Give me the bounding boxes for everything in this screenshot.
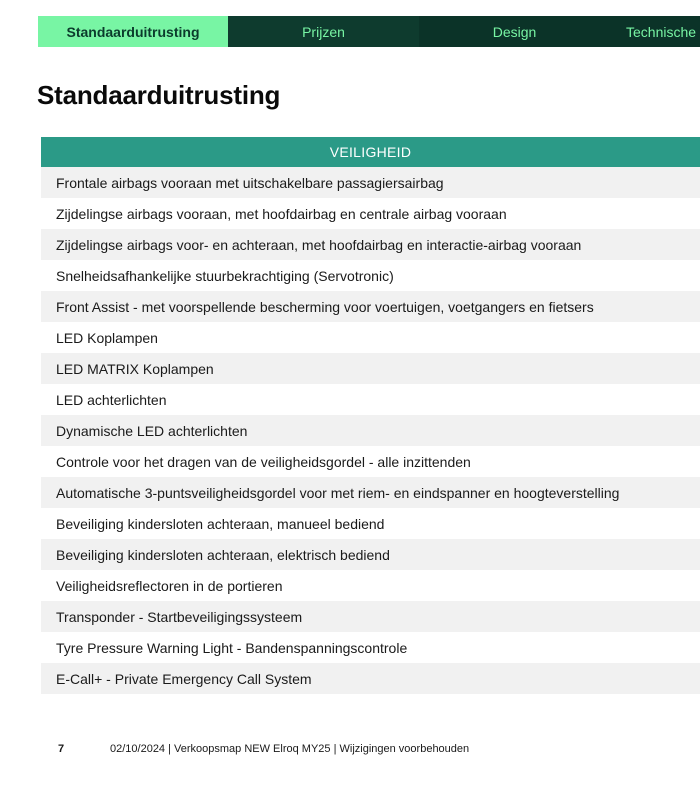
page-footer [58, 743, 469, 755]
list-item: Transponder - Startbeveiligingssysteem [41, 601, 700, 632]
footer-text: 02/10/2024 | Verkoopsmap NEW Elroq MY25 | Wijzigingen voorbehouden [110, 743, 470, 755]
list-item: Tyre Pressure Warning Light - Bandenspanningscontrole [41, 632, 700, 663]
equipment-table [41, 137, 700, 694]
list-item: Front Assist - met voorspellende bescherming voor voertuigen, voetgangers en fietsers [41, 291, 700, 322]
list-item: Beveiliging kindersloten achteraan, elektrisch bediend [41, 539, 700, 570]
list-item: LED MATRIX Koplampen [41, 353, 700, 384]
tab-standaarduitrusting[interactable]: Standaarduitrusting [38, 16, 228, 47]
list-item: Frontale airbags vooraan met uitschakelbare passagiersairbag [41, 167, 700, 198]
list-item: Snelheidsafhankelijke stuurbekrachtiging (Servotronic) [41, 260, 700, 291]
tab-bar [38, 16, 700, 47]
page-number: 7 [58, 743, 65, 755]
tab-technische[interactable]: Technische [610, 16, 700, 47]
list-item: LED Koplampen [41, 322, 700, 353]
list-item: Automatische 3-puntsveiligheidsgordel voor met riem- en eindspanner en hoogteverstelling [41, 477, 700, 508]
section-header-veiligheid: VEILIGHEID [41, 137, 700, 167]
list-item: Beveiliging kindersloten achteraan, manueel bediend [41, 508, 700, 539]
list-item: Controle voor het dragen van de veiligheidsgordel - alle inzittenden [41, 446, 700, 477]
list-item: Zijdelingse airbags voor- en achteraan, met hoofdairbag en interactie-airbag vooraan [41, 229, 700, 260]
tab-prijzen[interactable]: Prijzen [228, 16, 419, 47]
list-item: E-Call+ - Private Emergency Call System [41, 663, 700, 694]
list-item: LED achterlichten [41, 384, 700, 415]
tab-design[interactable]: Design [419, 16, 610, 47]
list-item: Veiligheidsreflectoren in de portieren [41, 570, 700, 601]
equipment-list [41, 167, 700, 694]
list-item: Zijdelingse airbags vooraan, met hoofdairbag en centrale airbag vooraan [41, 198, 700, 229]
page-title: Standaarduitrusting [37, 80, 281, 110]
list-item: Dynamische LED achterlichten [41, 415, 700, 446]
